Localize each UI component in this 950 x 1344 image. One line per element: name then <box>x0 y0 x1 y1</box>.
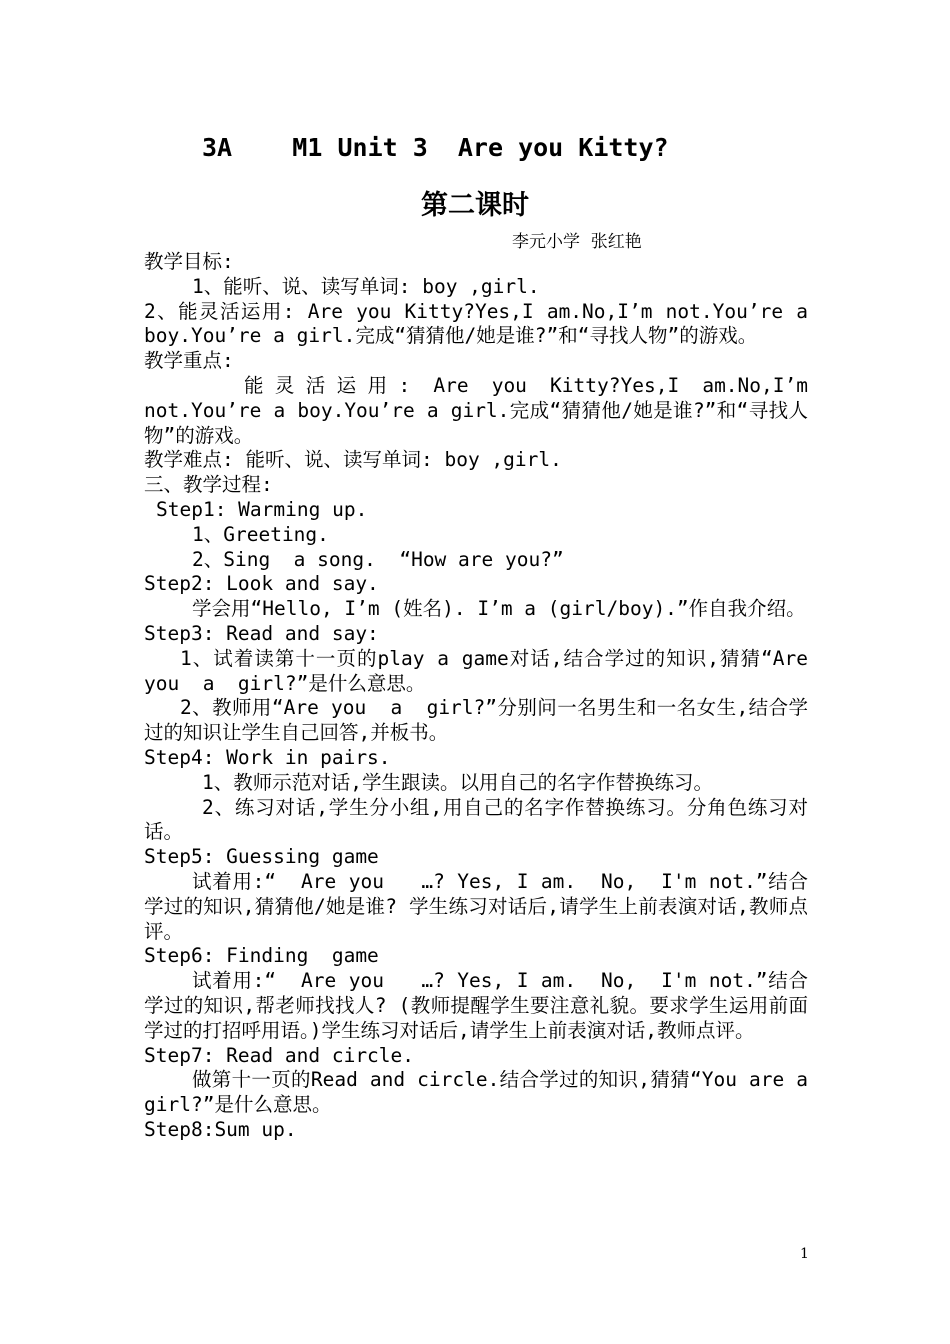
step4-item-1: 1、教师示范对话,学生跟读。以用自己的名字作替换练习。 <box>202 770 713 794</box>
step1-heading: Step1: Warming up. <box>156 497 368 521</box>
step3-item-1: 1、试着读第十一页的play a game对话,结合学过的知识,猜猜“Are you a girl?”是什么意思。 <box>144 646 820 695</box>
step4-item-2: 2、练习对话,学生分小组,用自己的名字作替换练习。分角色练习对话。 <box>144 795 808 844</box>
step6-item-1: 试着用:“ Are you …? Yes, I am. No, I'm not.”结合学过的知识,帮老师找找人? (教师提醒学生要注意礼貌。要求学生运用前面学过的打招呼用语。)学生练习对话后,请学生上前表演对话,教师点评。 <box>144 969 808 1042</box>
objectives-heading: 教学目标: <box>144 250 234 273</box>
key-points-text: 能灵活运用: Are you Kitty?Yes,I am.No,I’m not.You’re a boy.You’re a girl.完成“猜猜他/她是谁?”和“寻找人物”的游戏。 <box>144 373 808 447</box>
step3-item-2: 2、教师用“Are you a girl?”分别问一名男生和一名女生,结合学过的知识让学生自己回答,并板书。 <box>144 696 808 745</box>
step6-heading: Step6: Finding game <box>144 944 379 968</box>
document-body <box>144 250 832 1143</box>
lesson-subtitle: 第二课时 <box>421 190 529 221</box>
objective-1: 1、能听、说、读写单词: boy ,girl. <box>192 274 540 298</box>
author-line: 李元小学 张红艳 <box>512 232 642 252</box>
process-heading: 三、教学过程: <box>144 473 273 497</box>
step4-heading: Step4: Work in pairs. <box>144 745 391 769</box>
step5-heading: Step5: Guessing game <box>144 845 379 869</box>
step7-item-1: 做第十一页的Read and circle.结合学过的知识,猜猜“You are a girl?”是什么意思。 <box>144 1068 832 1117</box>
step8-heading: Step8:Sum up. <box>144 1117 297 1141</box>
document-title: 3A M1 Unit 3 Are you Kitty? <box>202 133 669 162</box>
step7-heading: Step7: Read and circle. <box>144 1043 415 1067</box>
step3-heading: Step3: Read and say: <box>144 621 379 645</box>
objective-2: 2、能灵活运用: Are you Kitty?Yes,I am.No,I’m not.You’re a boy.You’re a girl.完成“猜猜他/她是谁?”和“寻找人物”的游戏。 <box>144 299 808 348</box>
step1-item-2: 2、Sing a song. “How are you?” <box>192 547 564 571</box>
key-points-heading: 教学重点: <box>144 349 234 373</box>
page-number: 1 <box>800 1246 809 1262</box>
step2-item-1: 学会用“Hello, I’m (姓名). I’m a (girl/boy).”作自我介绍。 <box>192 597 806 621</box>
step1-item-1: 1、Greeting. <box>192 522 329 546</box>
difficulties-text: 教学难点: 能听、说、读写单词: boy ,girl. <box>144 448 562 472</box>
step2-heading: Step2: Look and say. <box>144 572 379 596</box>
step5-item-1: 试着用:“ Are you …? Yes, I am. No, I'm not.”结合学过的知识,猜猜他/她是谁? 学生练习对话后,请学生上前表演对话,教师点评。 <box>144 869 808 943</box>
